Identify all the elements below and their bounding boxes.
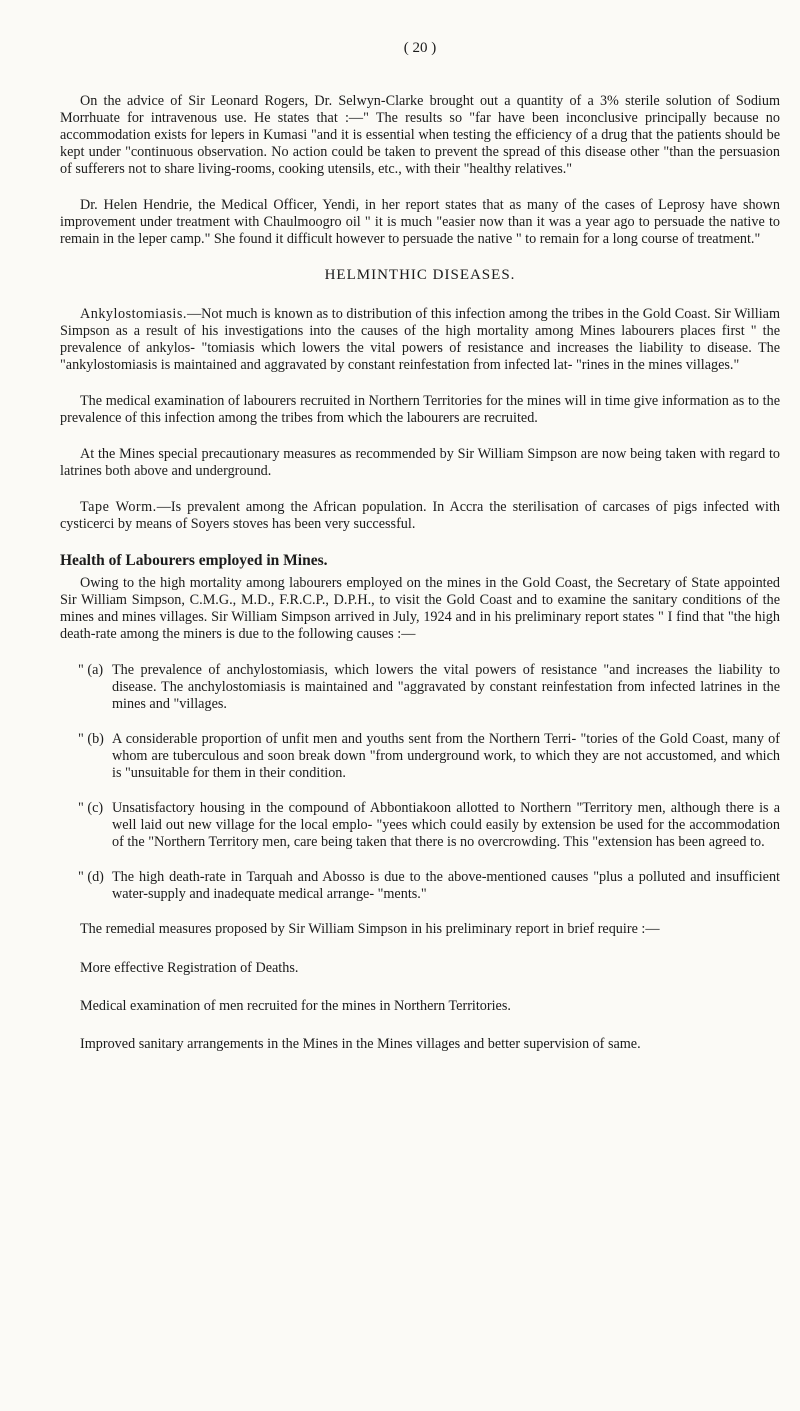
cause-item-a <box>60 662 780 713</box>
paragraph-remedial-measures: The remedial measures proposed by Sir William Simpson in his preliminary report in brief require :— <box>80 921 660 937</box>
section-heading-health-of-labourers: Health of Labourers employed in Mines. <box>60 552 328 569</box>
paragraph-ankylostomiasis <box>60 306 780 374</box>
paragraph-helen-hendrie: Dr. Helen Hendrie, the Medical Officer, Yendi, in her report states that as many of the cases of Leprosy have shown improvement under treatment with Chaulmoogro oil " it is much "easier now than it was a year ago to persuade the native to remain in the leper camp." She found it difficult however to persuade the native " to remain for a long course of treatment." <box>60 197 780 247</box>
ankylostomiasis-text: —Not much is known as to distribution of this infection among the tribes in the Gold Coast. Sir William Simpson as a result of his investigations into the causes of the high mortality among Mines labourers places first " the prevalence of ankylos- "tomiasis which lowers the vital powers of resistance and increases the liability to disease. The "ankylostomiasis is maintained and aggravated by constant reinfestation from infected lat- "rines in the mines villages." <box>60 306 780 373</box>
cause-label: " (a) <box>78 662 104 678</box>
paragraph-mines-measures: At the Mines special precautionary measures as recommended by Sir William Simpson are now being taken with regard to latrines both above and underground. <box>60 446 780 479</box>
cause-text: Unsatisfactory housing in the compound of Abbontiakoon allotted to Northern "Territory men, although there is a well laid out new village for the local emplo- "yees which could easily by extension be used for the accommodation of the "Northern Territory men, care being taken that there is no overcrowding. This "extension has been agreed to. <box>112 800 780 850</box>
cause-text: The prevalence of anchylostomiasis, which lowers the vital powers of resistance "and increases the liability to disease. The anchylostomiasis is maintained and "aggravated by constant reinfestation from infected latrines in the mines and "villages. <box>112 662 780 712</box>
requirement-item: Medical examination of men recruited for the mines in Northern Territories. <box>80 998 511 1014</box>
paragraph-health-intro: Owing to the high mortality among labourers employed on the mines in the Gold Coast, the Secretary of State appointed Sir William Simpson, C.M.G., M.D., F.R.C.P., D.P.H., to visit the Gold Coast and to examine the sanitary conditions of the mines and mines villages. Sir William Simpson arrived in July, 1924 and in his preliminary report states " I find that "the high death-rate among the miners is due to the following causes :— <box>60 575 780 642</box>
cause-item-c <box>60 800 780 851</box>
cause-item-d <box>60 869 780 903</box>
tape-worm-text: —Is prevalent among the African population. In Accra the sterilisation of carcases of pigs infected with cysticerci by means of Soyers stoves has been very successful. <box>60 499 781 532</box>
cause-text: A considerable proportion of unfit men and youths sent from the Northern Terri- "tories of the Gold Coast, many of whom are tuberculous and soon break down "from underground work, to which they are not accustomed, and which is "unsuitable for them in their condition. <box>112 731 780 781</box>
run-in-title-ankylostomiasis: Ankylostomiasis. <box>80 306 187 322</box>
cause-label: " (d) <box>78 869 104 885</box>
paragraph-sodium-morrhuate: On the advice of Sir Leonard Rogers, Dr. Selwyn-Clarke brought out a quantity of a 3% sterile solution of Sodium Morrhuate for intravenous use. He states that :—" The results so "far have been inconclusive principally because no accommodation exists for lepers in Kumasi "and it is essential when testing the efficiency of a drug that the patients should be kept under "continuous observation. No action could be taken to prevent the spread of this disease other "than the persuasion of sufferers not to share living-rooms, cooking utensils, etc., with their "healthy relatives." <box>60 93 780 177</box>
cause-label: " (b) <box>78 731 104 747</box>
requirement-item: More effective Registration of Deaths. <box>80 960 299 976</box>
page-number: ( 20 ) <box>403 40 437 56</box>
cause-label: " (c) <box>78 800 104 816</box>
run-in-title-tape-worm: Tape Worm. <box>80 499 157 515</box>
paragraph-medical-examination: The medical examination of labourers recruited in Northern Territories for the mines will in time give information as to the prevalence of this infection among the tribes from which the labourers are recruited. <box>60 393 780 426</box>
section-heading-helminthic: HELMINTHIC DISEASES. <box>324 267 516 283</box>
cause-item-b <box>60 731 780 782</box>
paragraph-tape-worm <box>60 499 780 533</box>
document-page <box>60 40 780 1053</box>
requirement-item: Improved sanitary arrangements in the Mines in the Mines villages and better supervision of same. <box>80 1036 641 1052</box>
cause-text: The high death-rate in Tarquah and Abosso is due to the above-mentioned causes "plus a polluted and insufficient water-supply and inadequate medical arrange- "ments." <box>112 869 780 902</box>
